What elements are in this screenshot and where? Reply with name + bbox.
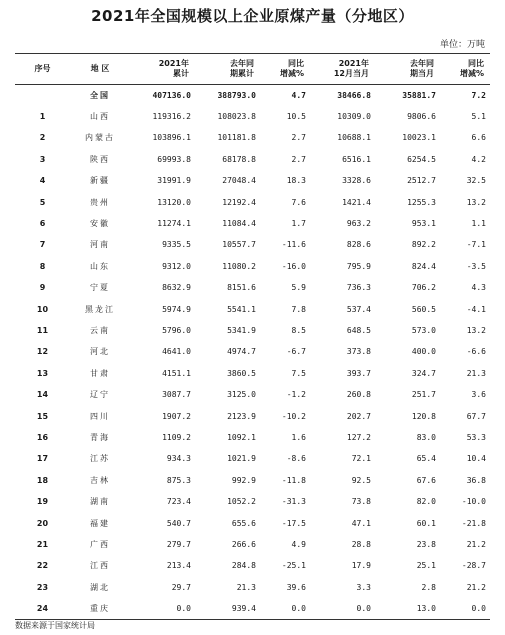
cell-index: 9: [39, 283, 46, 293]
cell-ytd-change: 7.6: [291, 197, 306, 207]
cell-dec-prev: 573.0: [411, 325, 436, 335]
cell-region: 福建: [90, 518, 110, 528]
cell-ytd-prev: 101181.8: [217, 133, 256, 143]
cell-region: 青海: [90, 432, 110, 442]
cell-dec-2021: 10309.0: [337, 112, 371, 122]
cell-region: 贵州: [90, 197, 110, 207]
cell-index: 19: [36, 497, 49, 507]
cell-dec-2021: 3328.6: [342, 176, 371, 186]
cell-region: 重庆: [70, 598, 130, 619]
cell-ytd-2021: 29.7: [171, 582, 191, 592]
header-dec-change: 同比 增减%: [440, 54, 490, 85]
cell-index: 20: [36, 518, 49, 528]
cell-dec-change: -28.7: [461, 561, 486, 571]
cell-index: 23: [36, 582, 49, 592]
cell-index: 5: [39, 197, 46, 207]
cell-ytd-prev: 5541.1: [227, 304, 256, 314]
cell-region: 辽宁: [90, 390, 110, 400]
cell-dec-change: 13.2: [466, 325, 486, 335]
cell-dec-prev: 706.2: [411, 283, 436, 293]
cell-dec-prev: 6254.5: [407, 154, 436, 164]
cell-ytd-change: 4.9: [291, 539, 306, 549]
header-dec-2021: 2021年 12月当月: [310, 54, 375, 85]
cell-ytd-2021: 279.7: [166, 539, 191, 549]
cell-ytd-prev: 1021.9: [227, 454, 256, 464]
cell-dec-prev: 13.0: [375, 598, 440, 619]
cell-ytd-prev: 266.6: [231, 539, 256, 549]
cell-ytd-prev: 27048.4: [222, 176, 256, 186]
cell-region: 湖南: [90, 497, 110, 507]
cell-ytd-2021: 11274.1: [157, 219, 191, 229]
cell-ytd-prev: 284.8: [231, 561, 256, 571]
cell-ytd-2021: 13120.0: [157, 197, 191, 207]
cell-dec-2021: 795.9: [346, 261, 371, 271]
cell-ytd-prev: 939.4: [195, 598, 260, 619]
cell-ytd-change: -25.1: [281, 561, 306, 571]
cell-index: 10: [36, 304, 49, 314]
cell-ytd-prev: 2123.9: [227, 411, 256, 421]
cell-ytd-2021: 4151.1: [162, 368, 191, 378]
cell-ytd-change: 0.0: [260, 598, 310, 619]
cell-ytd-2021: 1907.2: [162, 411, 191, 421]
cell-ytd-change: -17.5: [281, 518, 306, 528]
cell-region: 河南: [90, 240, 110, 250]
cell-index: [15, 85, 70, 106]
unit-label: 单位：万吨: [439, 40, 485, 50]
cell-dec-prev: 25.1: [416, 561, 436, 571]
cell-dec-change: 13.2: [466, 197, 486, 207]
cell-dec-prev: 324.7: [411, 368, 436, 378]
table-row: [15, 470, 490, 491]
table-row: [15, 405, 490, 426]
header-ytd-change: 同比 增减%: [260, 54, 310, 85]
cell-dec-2021: 47.1: [351, 518, 371, 528]
header-index: 序号: [15, 54, 70, 85]
cell-region: 甘肃: [90, 368, 110, 378]
table-row-total: [15, 85, 490, 106]
table-row: [15, 277, 490, 298]
cell-ytd-change: 10.5: [286, 112, 306, 122]
cell-index: 11: [36, 325, 49, 335]
cell-dec-prev: 82.0: [416, 497, 436, 507]
cell-index: 21: [36, 539, 49, 549]
cell-dec-2021: 1421.4: [342, 197, 371, 207]
cell-dec-prev: 35881.7: [402, 90, 436, 100]
cell-dec-2021: 963.2: [346, 219, 371, 229]
cell-ytd-2021: 9335.5: [162, 240, 191, 250]
cell-index: 24: [15, 598, 70, 619]
table-row: [15, 149, 490, 170]
table-row: [15, 555, 490, 576]
cell-ytd-2021: 934.3: [166, 454, 191, 464]
table-row: [15, 234, 490, 255]
cell-ytd-change: 1.6: [291, 432, 306, 442]
cell-dec-2021: 0.0: [310, 598, 375, 619]
cell-dec-change: -6.6: [466, 347, 486, 357]
table-row: [15, 384, 490, 405]
cell-index: 17: [36, 454, 49, 464]
table-row: [15, 320, 490, 341]
cell-dec-2021: 6516.1: [342, 154, 371, 164]
table-row: [15, 213, 490, 234]
cell-region: 河北: [90, 347, 110, 357]
cell-dec-2021: 127.2: [346, 432, 371, 442]
cell-ytd-prev: 388793.0: [217, 90, 256, 100]
cell-ytd-prev: 1092.1: [227, 432, 256, 442]
cell-ytd-change: 7.8: [291, 304, 306, 314]
table-header-row: [15, 54, 490, 85]
cell-dec-2021: 537.4: [346, 304, 371, 314]
cell-ytd-prev: 5341.9: [227, 325, 256, 335]
cell-ytd-prev: 68178.8: [222, 154, 256, 164]
header-ytd-prev: 去年同 期累计: [195, 54, 260, 85]
cell-ytd-change: -1.2: [286, 390, 306, 400]
cell-ytd-prev: 655.6: [231, 518, 256, 528]
cell-dec-prev: 892.2: [411, 240, 436, 250]
cell-index: 7: [39, 240, 46, 250]
cell-dec-2021: 736.3: [346, 283, 371, 293]
table-row: [15, 491, 490, 512]
cell-region: 吉林: [90, 475, 110, 485]
cell-ytd-change: 5.9: [291, 283, 306, 293]
table-row: [15, 191, 490, 212]
cell-ytd-2021: 723.4: [166, 497, 191, 507]
cell-region: 全国: [90, 90, 110, 100]
source-note: 数据来源于国家统计局: [15, 621, 95, 630]
cell-ytd-prev: 10557.7: [222, 240, 256, 250]
cell-ytd-prev: 108023.8: [217, 112, 256, 122]
cell-region: 山东: [90, 261, 110, 271]
cell-ytd-change: -16.0: [281, 261, 306, 271]
cell-ytd-prev: 11084.4: [222, 219, 256, 229]
cell-dec-prev: 65.4: [416, 454, 436, 464]
cell-dec-prev: 10023.1: [402, 133, 436, 143]
cell-dec-2021: 202.7: [346, 411, 371, 421]
cell-dec-change: 6.6: [471, 133, 486, 143]
cell-region: 黑龙江: [85, 304, 115, 314]
cell-region: 陕西: [90, 154, 110, 164]
cell-dec-2021: 92.5: [351, 475, 371, 485]
cell-ytd-change: 2.7: [291, 154, 306, 164]
cell-ytd-2021: 5974.9: [162, 304, 191, 314]
cell-ytd-change: -11.6: [281, 240, 306, 250]
table-row: [15, 106, 490, 127]
cell-dec-prev: 23.8: [416, 539, 436, 549]
cell-dec-change: 3.6: [471, 390, 486, 400]
cell-ytd-change: 39.6: [286, 582, 306, 592]
cell-ytd-prev: 4974.7: [227, 347, 256, 357]
cell-ytd-change: -6.7: [286, 347, 306, 357]
cell-region: 云南: [90, 325, 110, 335]
cell-region: 四川: [90, 411, 110, 421]
cell-ytd-prev: 3125.0: [227, 390, 256, 400]
cell-ytd-2021: 31991.9: [157, 176, 191, 186]
cell-index: 16: [36, 432, 49, 442]
cell-ytd-2021: 213.4: [166, 561, 191, 571]
cell-index: 8: [39, 261, 46, 271]
cell-ytd-prev: 3860.5: [227, 368, 256, 378]
cell-ytd-change: -8.6: [286, 454, 306, 464]
cell-dec-change: 32.5: [466, 176, 486, 186]
cell-ytd-2021: 540.7: [166, 518, 191, 528]
cell-dec-prev: 83.0: [416, 432, 436, 442]
table-row: [15, 512, 490, 533]
cell-dec-2021: 828.6: [346, 240, 371, 250]
cell-ytd-2021: 8632.9: [162, 283, 191, 293]
cell-dec-change: 36.8: [466, 475, 486, 485]
cell-ytd-change: -11.8: [281, 475, 306, 485]
cell-index: 22: [36, 561, 49, 571]
cell-dec-change: -7.1: [466, 240, 486, 250]
header-dec-prev: 去年同 期当月: [375, 54, 440, 85]
cell-index: 3: [39, 154, 46, 164]
cell-dec-change: 4.2: [471, 154, 486, 164]
cell-dec-prev: 560.5: [411, 304, 436, 314]
cell-region: 新疆: [90, 176, 110, 186]
header-ytd-2021: 2021年 累计: [130, 54, 195, 85]
cell-region: 安徽: [90, 219, 110, 229]
cell-dec-change: -10.0: [461, 497, 486, 507]
cell-dec-prev: 1255.3: [407, 197, 436, 207]
cell-dec-change: 67.7: [466, 411, 486, 421]
cell-dec-2021: 3.3: [356, 582, 371, 592]
cell-dec-change: 5.1: [471, 112, 486, 122]
table-row: [15, 170, 490, 191]
cell-ytd-prev: 992.9: [231, 475, 256, 485]
cell-dec-change: 7.2: [471, 90, 486, 100]
cell-dec-change: 10.4: [466, 454, 486, 464]
cell-dec-change: 21.2: [466, 582, 486, 592]
cell-ytd-2021: 9312.0: [162, 261, 191, 271]
cell-dec-prev: 400.0: [411, 347, 436, 357]
cell-index: 6: [39, 219, 46, 229]
cell-region: 湖北: [90, 582, 110, 592]
cell-ytd-2021: 0.0: [130, 598, 195, 619]
cell-ytd-change: -31.3: [281, 497, 306, 507]
cell-region: 山西: [90, 112, 110, 122]
cell-dec-change: 4.3: [471, 283, 486, 293]
cell-dec-prev: 9806.6: [407, 112, 436, 122]
cell-index: 13: [36, 368, 49, 378]
cell-region: 宁夏: [90, 283, 110, 293]
cell-dec-prev: 824.4: [411, 261, 436, 271]
cell-dec-2021: 10688.1: [337, 133, 371, 143]
table-row: [15, 576, 490, 597]
cell-index: 14: [36, 390, 49, 400]
cell-dec-prev: 953.1: [411, 219, 436, 229]
cell-dec-change: -21.8: [461, 518, 486, 528]
cell-ytd-2021: 103896.1: [152, 133, 191, 143]
cell-dec-change: -3.5: [466, 261, 486, 271]
table-row: [15, 127, 490, 148]
cell-ytd-prev: 21.3: [236, 582, 256, 592]
table-row: [15, 427, 490, 448]
cell-dec-2021: 38466.8: [337, 90, 371, 100]
cell-dec-change: 21.2: [466, 539, 486, 549]
table-row: [15, 534, 490, 555]
cell-dec-prev: 67.6: [416, 475, 436, 485]
cell-dec-prev: 2.8: [421, 582, 436, 592]
cell-ytd-2021: 1109.2: [162, 432, 191, 442]
cell-ytd-change: 7.5: [291, 368, 306, 378]
page-title: 2021年全国规模以上企业原煤产量（分地区）: [91, 7, 414, 25]
cell-dec-change: -4.1: [466, 304, 486, 314]
cell-ytd-change: 1.7: [291, 219, 306, 229]
cell-index: 15: [36, 411, 49, 421]
cell-dec-change: 0.0: [440, 598, 490, 619]
cell-dec-prev: 251.7: [411, 390, 436, 400]
cell-dec-2021: 393.7: [346, 368, 371, 378]
cell-dec-change: 1.1: [471, 219, 486, 229]
cell-dec-prev: 60.1: [416, 518, 436, 528]
table-row: [15, 298, 490, 319]
cell-region: 江苏: [90, 454, 110, 464]
cell-ytd-change: 8.5: [291, 325, 306, 335]
cell-ytd-2021: 4641.0: [162, 347, 191, 357]
cell-ytd-prev: 1052.2: [227, 497, 256, 507]
cell-dec-2021: 72.1: [351, 454, 371, 464]
coal-production-table: [15, 53, 490, 620]
cell-region: 内蒙古: [85, 133, 115, 143]
cell-dec-prev: 120.8: [411, 411, 436, 421]
cell-ytd-2021: 875.3: [166, 475, 191, 485]
cell-ytd-prev: 12192.4: [222, 197, 256, 207]
cell-ytd-change: 18.3: [286, 176, 306, 186]
table-row: [15, 363, 490, 384]
cell-dec-change: 53.3: [466, 432, 486, 442]
cell-dec-2021: 73.8: [351, 497, 371, 507]
cell-index: 4: [39, 176, 46, 186]
table-row: [15, 598, 490, 619]
cell-ytd-2021: 407136.0: [152, 90, 191, 100]
cell-index: 12: [36, 347, 49, 357]
table-row: [15, 341, 490, 362]
cell-ytd-change: -10.2: [281, 411, 306, 421]
cell-ytd-2021: 119316.2: [152, 112, 191, 122]
table-row: [15, 448, 490, 469]
cell-index: 1: [39, 112, 46, 122]
cell-dec-2021: 373.8: [346, 347, 371, 357]
table-row: [15, 256, 490, 277]
cell-dec-2021: 260.8: [346, 390, 371, 400]
cell-dec-prev: 2512.7: [407, 176, 436, 186]
header-region: 地 区: [70, 54, 130, 85]
cell-region: 江西: [90, 561, 110, 571]
cell-index: 18: [36, 475, 49, 485]
cell-ytd-2021: 3087.7: [162, 390, 191, 400]
cell-ytd-change: 2.7: [291, 133, 306, 143]
cell-index: 2: [39, 133, 46, 143]
cell-ytd-change: 4.7: [291, 90, 306, 100]
cell-ytd-2021: 69993.8: [157, 154, 191, 164]
cell-dec-2021: 648.5: [346, 325, 371, 335]
cell-dec-2021: 28.8: [351, 539, 371, 549]
cell-region: 广西: [90, 539, 110, 549]
cell-ytd-prev: 11080.2: [222, 261, 256, 271]
cell-ytd-prev: 8151.6: [227, 283, 256, 293]
cell-dec-change: 21.3: [466, 368, 486, 378]
cell-dec-2021: 17.9: [351, 561, 371, 571]
cell-ytd-2021: 5796.0: [162, 325, 191, 335]
